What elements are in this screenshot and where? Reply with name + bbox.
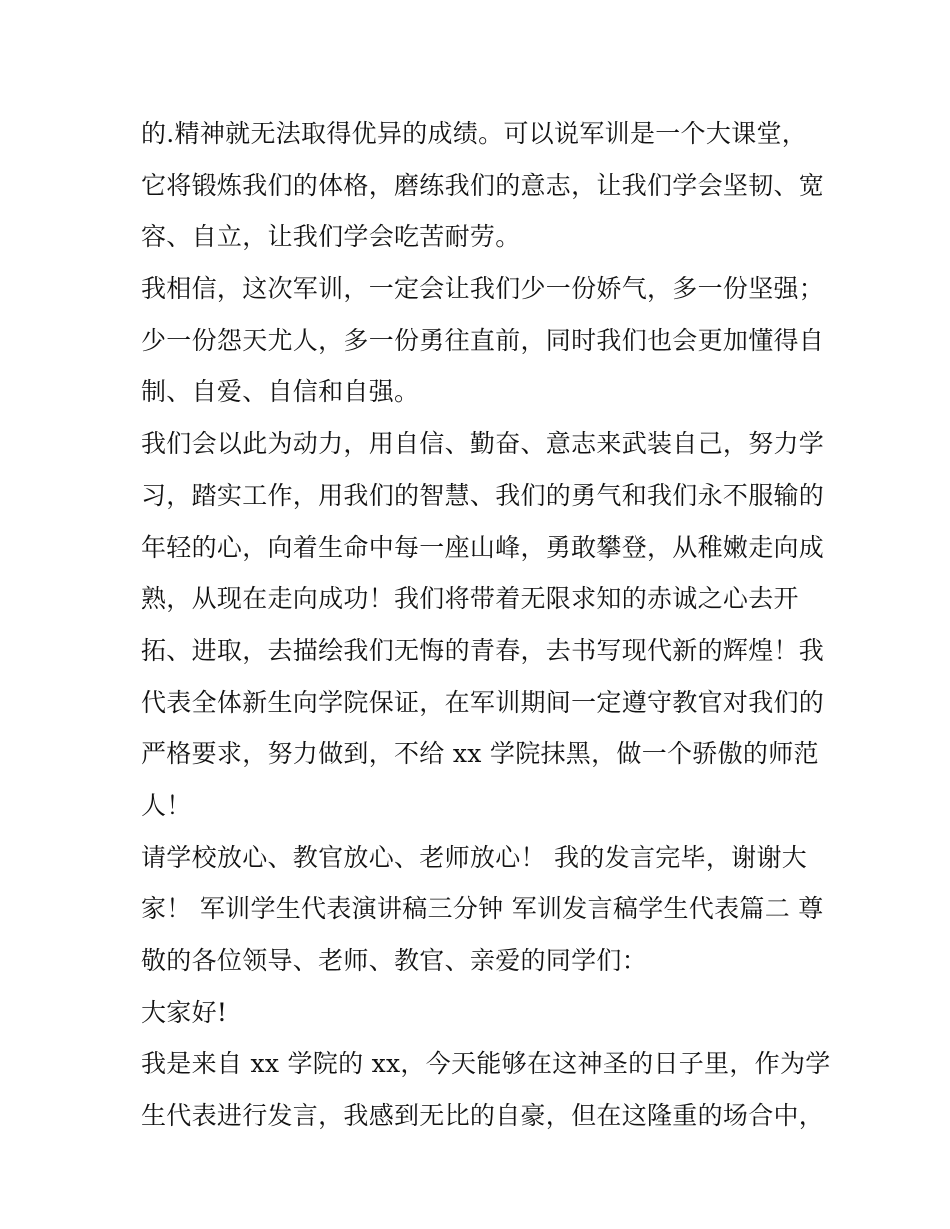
text-line: 家！ 军训学生代表演讲稿三分钟 军训发言稿学生代表篇二 尊 [141,894,824,924]
body-text [141,108,831,1142]
text-line: 我相信，这次军训，一定会让我们少一份娇气，多一份坚强； [141,274,825,304]
text-line: 敬的各位领导、老师、教官、亲爱的同学们： [141,946,648,975]
text-line: 我是来自 xx 学院的 xx，今天能够在这神圣的日子里，作为学 [141,1049,831,1079]
text-line: 它将锻炼我们的体格，磨练我们的意志，让我们学会坚韧、宽 [141,170,825,200]
text-line: 拓、进取，去描绘我们无悔的青春，去书写现代新的辉煌！我 [141,635,825,665]
text-line: 容、自立，让我们学会吃苦耐劳。 [141,222,521,252]
text-line: 我们会以此为动力，用自信、勤奋、意志来武装自己，努力学 [141,429,825,459]
text-line: 的.精神就无法取得优异的成绩。可以说军训是一个大课堂， [141,119,808,148]
text-line: 年轻的心，向着生命中每一座山峰，勇敢攀登，从稚嫩走向成 [141,532,825,562]
text-line: 习，踏实工作，用我们的智慧、我们的勇气和我们永不服输的 [141,480,825,510]
text-line: 大家好! [141,997,228,1027]
text-line: 严格要求，努力做到，不给 xx 学院抹黑，做一个骄傲的师范 [141,739,819,769]
text-line: 熟，从现在走向成功！我们将带着无限求知的赤诚之心去开 [141,584,799,614]
text-line: 请学校放心、教官放心、老师放心！ 我的发言完毕，谢谢大 [141,842,808,872]
text-line: 代表全体新生向学院保证，在军训期间一定遵守教官对我们的 [141,687,825,717]
text-line: 生代表进行发言，我感到无比的自豪，但在这隆重的场合中， [141,1101,825,1131]
text-line: 人！ [141,790,192,820]
text-line: 少一份怨天尤人，多一份勇往直前，同时我们也会更加懂得自 [141,325,825,355]
text-line: 制、自爱、自信和自强。 [141,377,420,407]
